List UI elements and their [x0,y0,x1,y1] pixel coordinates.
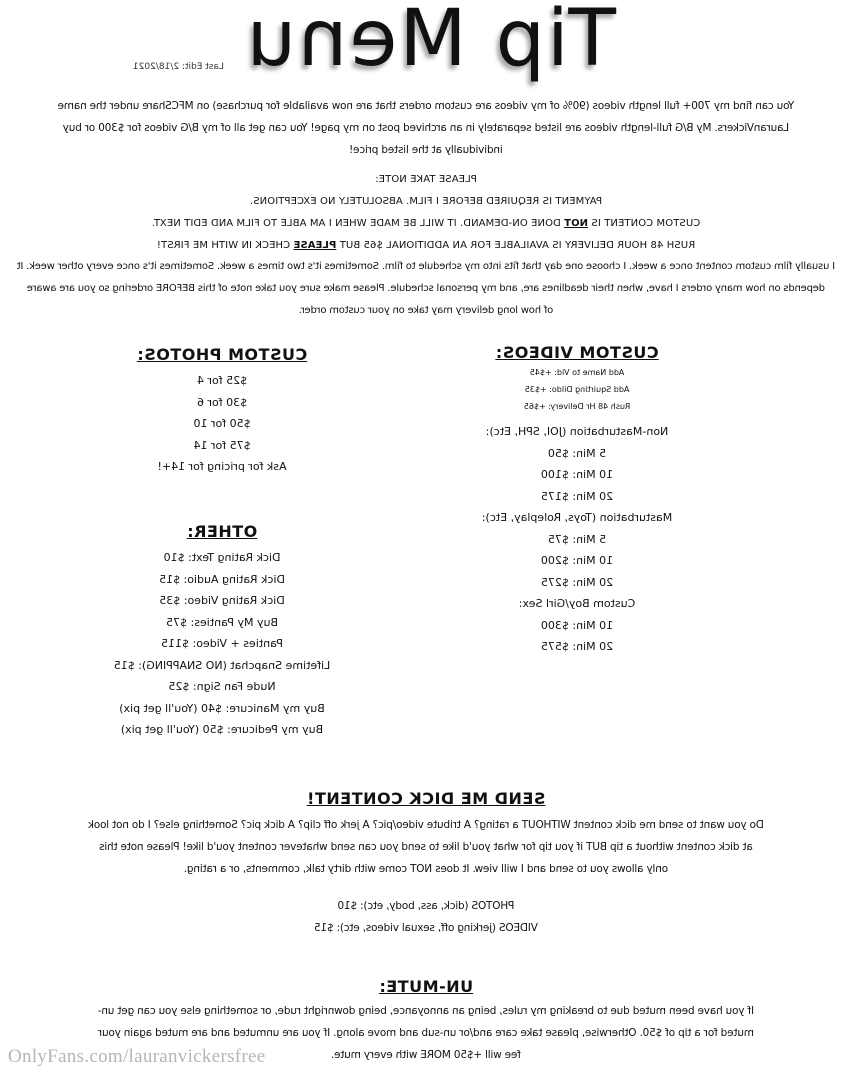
video-price: 10 Min: $200 [540,554,614,567]
schedule-paragraph [0,256,852,322]
other-item: Buy My Panties: $75 [166,615,278,629]
photo-price: Ask for pricing for 14+! [157,460,287,473]
unmute-line-3: fee will +$50 MORE with every mute. [331,1049,521,1061]
other-price-list [82,547,362,741]
intro-line-3: individually at the listed price! [349,144,503,156]
please-emphasis: PLEASE [293,240,337,251]
send-content-paragraph [0,814,852,880]
other-item: Buy my Manicure: $40 (You'll get pix) [119,701,325,715]
other-section [82,522,362,741]
other-item: Dick Rating Text: $10 [163,551,281,564]
send-content-prices [0,895,852,939]
custom-photos-section [92,345,352,478]
schedule-line-2: depends on how many orders I have, when their deadlines are, and my personal schedule. Please make sure you take note of this BEFORE ordering so you are aware [26,283,826,294]
unmute-line-1: If you have been muted due to breaking my rules, being an annoyance, being downright rude, or something else you can get un- [97,1005,755,1017]
title-block [0,0,852,94]
intro-line-2: LauranVickers. My B/G full-length videos are listed separately in an archived post on my page! You can get all of my B/G videos for $300 or buy [62,122,790,134]
other-item: Dick Rating Audio: $15 [159,572,285,586]
send-content-line-1: Do you want to send me dick content WITHOUT a rating? A tribute video/pic? A jerk off clip? A dick pic? Something else? I do not look [88,819,764,831]
photo-price: $30 for 6 [196,395,248,409]
send-content-line-2: at dick content without a tip BUT if you tip for what you'd like to send you can send whatever content you'd like! Please note this [99,841,753,853]
other-item: Dick Rating Video: $35 [159,594,285,607]
addon-item: Add Squirting Dildo: +$35 [524,385,630,394]
other-heading: OTHER: [186,522,258,541]
custom-videos-section [452,343,702,658]
notice-block [0,169,852,257]
addon-item: Rush 48 Hr Delivery: +$65 [523,402,631,411]
rush-notice: RUSH 48 HOUR DELIVERY IS AVAILABLE FOR AN ADDITIONAL $65 BUT PLEASE CHECK IN WITH ME FIRST! [156,240,696,251]
other-item: Panties + Video: $115 [161,637,283,650]
payment-notice: PAYMENT IS REQUIRED BEFORE I FILM. ABSOLUTELY NO EXCEPTIONS. [249,196,603,207]
other-item: Buy my Pedicure: $50 (You'll get pix) [120,723,324,736]
unmute-heading: UN-MUTE: [378,977,474,996]
send-content-line-3: only allows you to send and I will view. It does NOT come with dirty talk, comments, or a rating. [183,863,669,875]
video-price: 10 Min: $300 [540,618,614,632]
send-content-heading: SEND ME DICK CONTENT! [306,789,546,808]
custom-photos-heading: CUSTOM PHOTOS: [136,345,308,364]
video-category: Non-Masturbation (JOI, SPH, Etc): [485,425,669,438]
video-price: 5 Min: $50 [547,446,607,460]
photo-price: $75 for 14 [193,438,251,452]
onlyfans-watermark: OnlyFans.com/lauranvickersfree [8,1046,266,1067]
page-title: Tip Menu [244,0,616,84]
video-price: 20 Min: $175 [540,489,614,503]
video-category: Masturbation (Toys, Roleplay, Etc): [481,511,673,524]
photo-price: $50 for 10 [193,417,251,430]
notice-heading: PLEASE TAKE NOTE: [375,174,477,185]
video-price: 20 Min: $275 [540,575,614,589]
intro-line-1: You can find my 700+ full length videos (90% of my videos are custom orders that are now available for purchase) on MFCShare under the name [57,100,795,112]
schedule-line-3: of how long delivery may take on your custom order. [298,305,554,316]
other-item: Nude Fan Sign: $25 [168,680,276,693]
send-videos-price: VIDEOS (jerking off, sexual videos, etc): $15 [314,922,538,934]
not-emphasis: NOT [564,218,589,229]
intro-paragraph [0,95,852,161]
video-price: 5 Min: $75 [547,532,607,546]
send-photos-price: PHOTOS (dick, ass, body, etc): $10 [337,900,515,912]
addon-item: Add Name to Vid: +$45 [529,368,625,377]
photo-price: $25 for 4 [196,374,248,387]
last-edit-date: Last Edit: 2/18/2021 [132,62,224,72]
unmute-line-2: muted for a tip of $50. Otherwise, please take care and/or un-sub and move along. If you are unmuted and are muted again your [98,1027,754,1039]
other-item: Lifetime Snapchat (NO SNAPPING): $15 [113,658,331,672]
custom-content-notice: CUSTOM CONTENT IS NOT DONE ON-DEMAND. IT WILL BE MADE WHEN I AM ABLE TO FILM AND EDIT NEXT. [151,218,701,229]
custom-videos-heading: CUSTOM VIDEOS: [495,343,659,362]
video-price: 20 Min: $575 [540,640,614,653]
video-addons [452,364,702,415]
schedule-line-1: I usually film custom content once a week. I choose one day that fits into my schedule to film. Sometimes it's two times a week. Sometimes it's once every other week. It [16,261,836,272]
video-price: 10 Min: $100 [540,468,614,481]
video-price-list [452,421,702,658]
photo-price-list [92,370,352,478]
send-content-section [0,789,852,939]
video-category: Custom Boy/Girl Sex: [518,597,636,610]
